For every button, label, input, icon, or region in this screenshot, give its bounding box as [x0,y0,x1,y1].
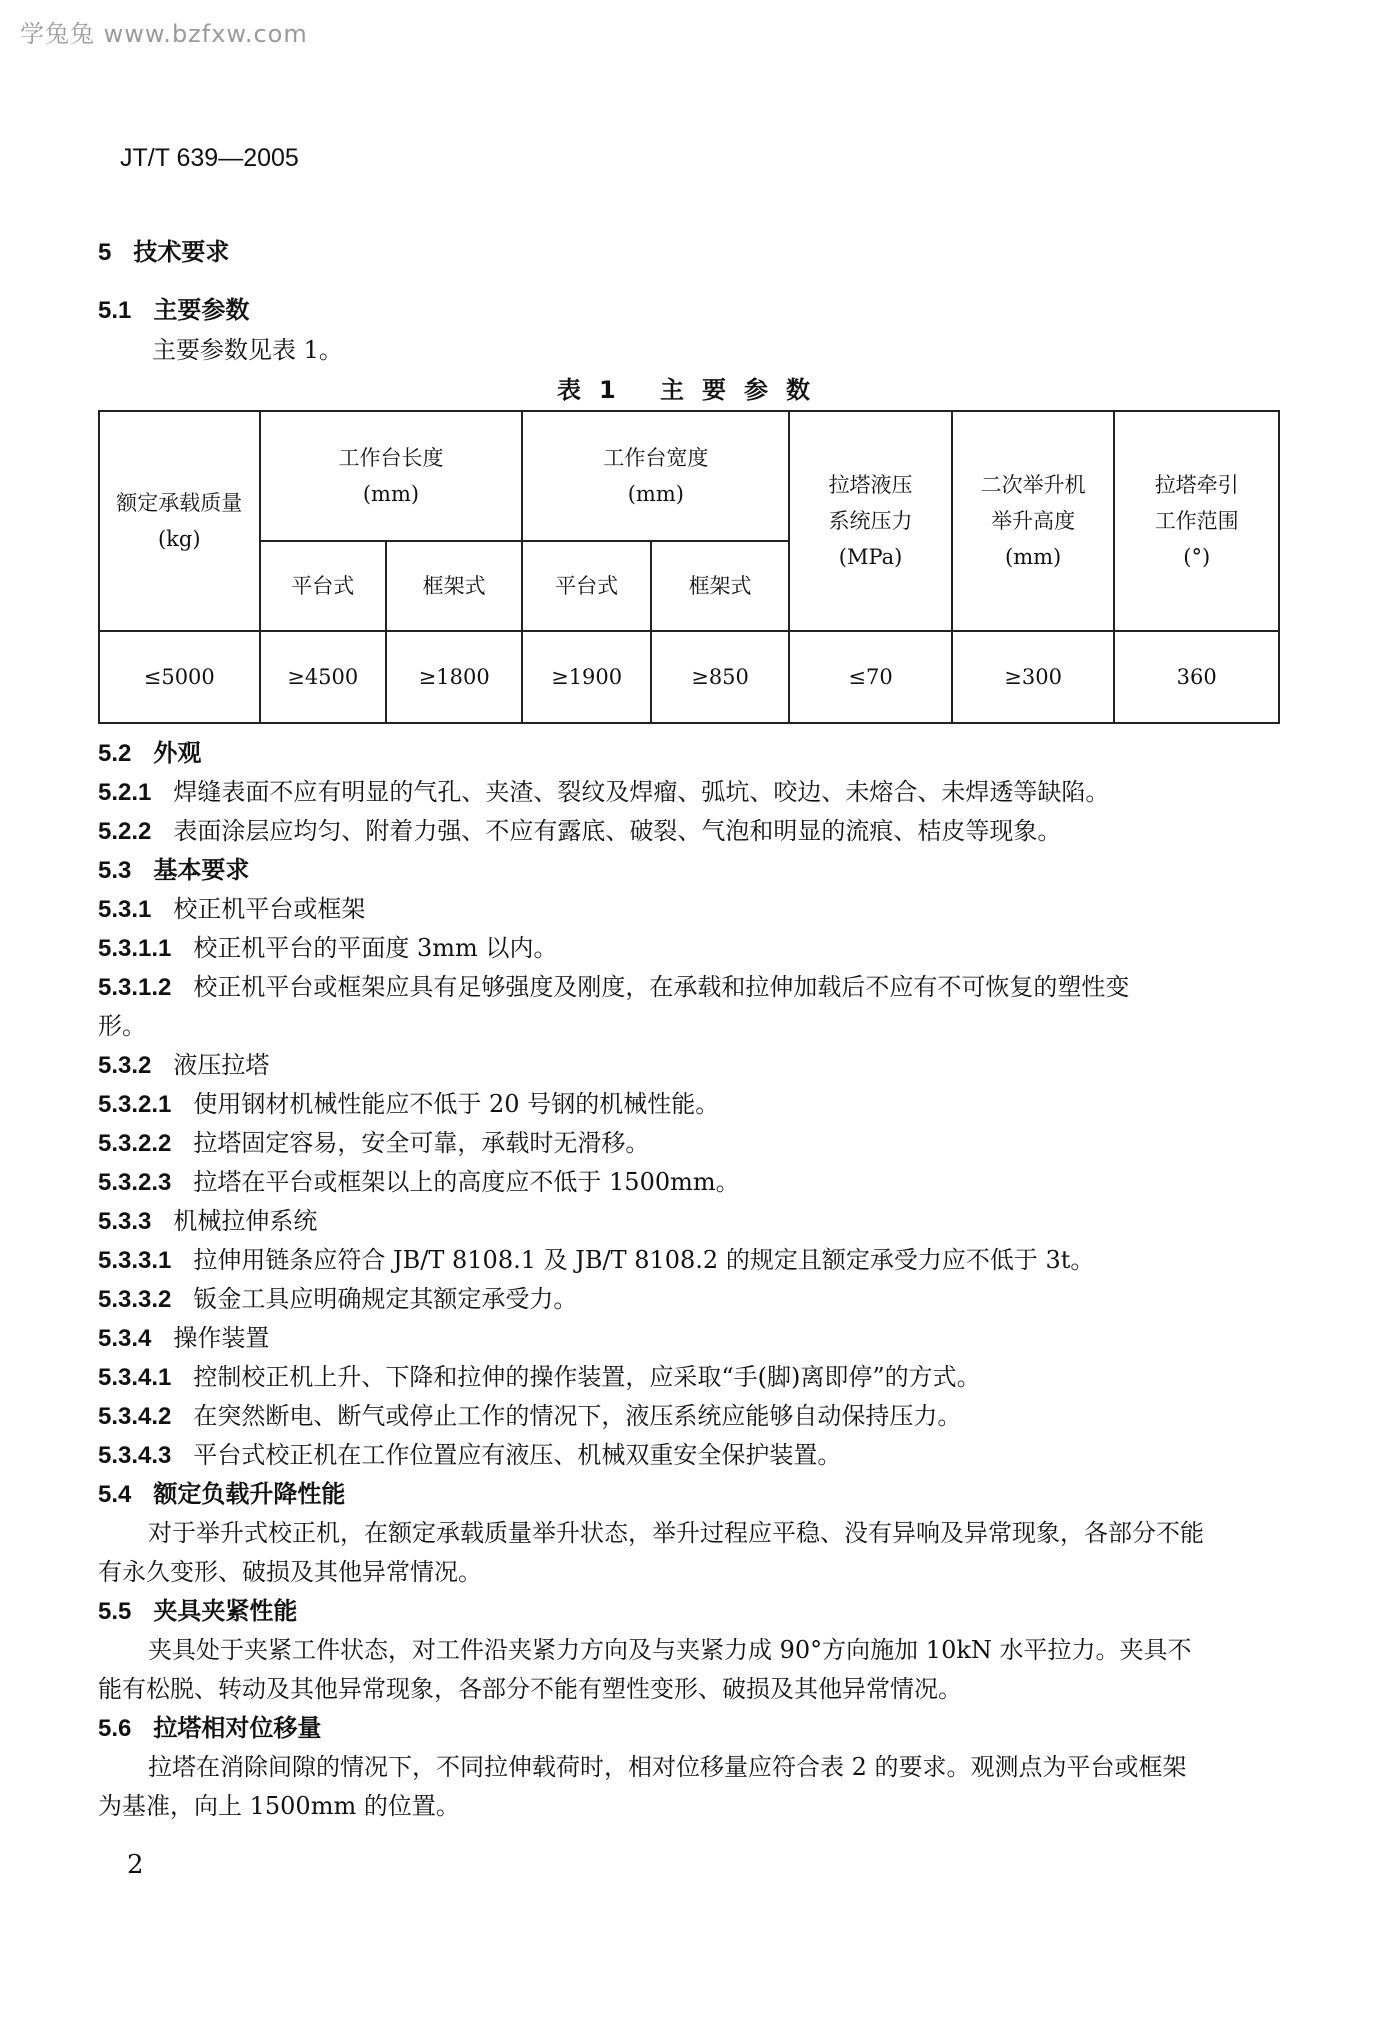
section-title: 外观 [153,739,202,767]
cell-length-frame: ≥1800 [386,631,522,723]
clause-5-3-4-3: 5.3.4.3 平台式校正机在工作位置应有液压、机械双重安全保护装置。 [98,1441,842,1469]
clause-5-3-3-1: 5.3.3.1 拉伸用链条应符合 JB/T 8108.1 及 JB/T 8108.2 的规定且额定承受力应不低于 3t。 [98,1246,1095,1274]
table-row [99,631,1279,723]
clause-5-3-2-3: 5.3.2.3 拉塔在平台或框架以上的高度应不低于 1500mm。 [98,1168,740,1196]
section-title: 夹具夹紧性能 [153,1597,298,1625]
clause-5-3-1-2: 5.3.1.2 校正机平台或框架应具有足够强度及刚度，在承载和拉伸加载后不应有不可恢复的塑性变 [98,973,1130,1001]
clause-5-3-4: 5.3.4 操作装置 [98,1324,270,1352]
section-number: 5.3 [98,857,132,884]
subheader-frame: 框架式 [651,541,789,631]
clause-5-3-4-1: 5.3.4.1 控制校正机上升、下降和拉伸的操作装置，应采取“手(脚)离即停”的方式。 [98,1363,981,1391]
cell-rated-load: ≤5000 [99,631,260,723]
section-title: 额定负载升降性能 [153,1480,346,1508]
header-secondary-lift: 二次举升机 举升高度 (mm) [952,411,1115,631]
section-5-5-text-cont: 能有松脱、转动及其他异常现象，各部分不能有塑性变形、破损及其他异常情况。 [98,1675,962,1703]
clause-5-2-2: 5.2.2 表面涂层应均匀、附着力强、不应有露底、破裂、气泡和明显的流痕、桔皮等现象。 [98,817,1062,845]
section-title: 技术要求 [133,238,230,266]
subheader-platform: 平台式 [260,541,386,631]
header-platform-length: 工作台长度 (mm) [260,411,523,541]
clause-5-3-2-2: 5.3.2.2 拉塔固定容易，安全可靠，承载时无滑移。 [98,1129,650,1157]
section-number: 5.1 [98,297,132,324]
header-tower-range: 拉塔牵引 工作范围 (°) [1114,411,1279,631]
section-title: 基本要求 [153,856,250,884]
section-5-3-heading [98,850,249,885]
section-5-6-heading [98,1708,321,1743]
header-tower-pressure: 拉塔液压 系统压力 (MPa) [789,411,952,631]
clause-5-3-2-1: 5.3.2.1 使用钢材机械性能应不低于 20 号钢的机械性能。 [98,1090,720,1118]
clause-5-2-1: 5.2.1 焊缝表面不应有明显的气孔、夹渣、裂纹及焊瘤、弧坑、咬边、未熔合、未焊透等缺陷。 [98,778,1110,806]
watermark: 学兔兔 www.bzfxw.com [20,20,308,48]
section-title: 拉塔相对位移量 [153,1714,322,1742]
section-5-6-text-cont: 为基准，向上 1500mm 的位置。 [98,1792,460,1820]
section-title: 主要参数 [153,296,250,324]
section-number: 5.5 [98,1598,132,1625]
section-number: 5.4 [98,1481,132,1508]
cell-length-platform: ≥4500 [260,631,386,723]
clause-5-3-3: 5.3.3 机械拉伸系统 [98,1207,318,1235]
subheader-platform: 平台式 [522,541,650,631]
clause-5-3-1-1: 5.3.1.1 校正机平台的平面度 3mm 以内。 [98,934,558,962]
section-5-5-text: 夹具处于夹紧工件状态，对工件沿夹紧力方向及与夹紧力成 90°方向施加 10kN 水平拉力。夹具不 [148,1636,1192,1664]
section-number: 5 [98,239,112,266]
section-5-heading [98,232,229,267]
clause-5-3-3-2: 5.3.3.2 钣金工具应明确规定其额定承受力。 [98,1285,578,1313]
section-5-2-heading [98,733,201,768]
clause-5-3-1-2-cont: 形。 [98,1012,146,1040]
clause-5-3-2: 5.3.2 液压拉塔 [98,1051,270,1079]
section-5-1-heading [98,290,249,325]
subheader-frame: 框架式 [386,541,522,631]
cell-tower-range: 360 [1114,631,1279,723]
cell-width-frame: ≥850 [651,631,789,723]
header-platform-width: 工作台宽度 (mm) [522,411,789,541]
cell-secondary-lift: ≥300 [952,631,1115,723]
standard-number: JT/T 639—2005 [120,144,299,172]
header-rated-load: 额定承载质量 (kg) [99,411,260,631]
table-1-title: 表1 主要参数 [557,376,829,404]
page-number: 2 [127,1850,144,1880]
cell-tower-pressure: ≤70 [789,631,952,723]
cell-width-platform: ≥1900 [522,631,650,723]
section-number: 5.2 [98,740,132,767]
section-5-6-text: 拉塔在消除间隙的情况下，不同拉伸载荷时，相对位移量应符合表 2 的要求。观测点为平台或框架 [148,1753,1187,1781]
section-5-4-text: 对于举升式校正机，在额定承载质量举升状态，举升过程应平稳、没有异响及异常现象，各部分不能 [148,1519,1204,1547]
section-5-4-heading [98,1474,345,1509]
section-5-4-text-cont: 有永久变形、破损及其他异常情况。 [98,1558,482,1586]
main-parameters-table [98,410,1280,724]
section-number: 5.6 [98,1715,132,1742]
section-5-1-text: 主要参数见表 1。 [152,336,343,364]
section-5-5-heading [98,1591,297,1626]
clause-5-3-1: 5.3.1 校正机平台或框架 [98,895,366,923]
clause-5-3-4-2: 5.3.4.2 在突然断电、断气或停止工作的情况下，液压系统应能够自动保持压力。 [98,1402,962,1430]
